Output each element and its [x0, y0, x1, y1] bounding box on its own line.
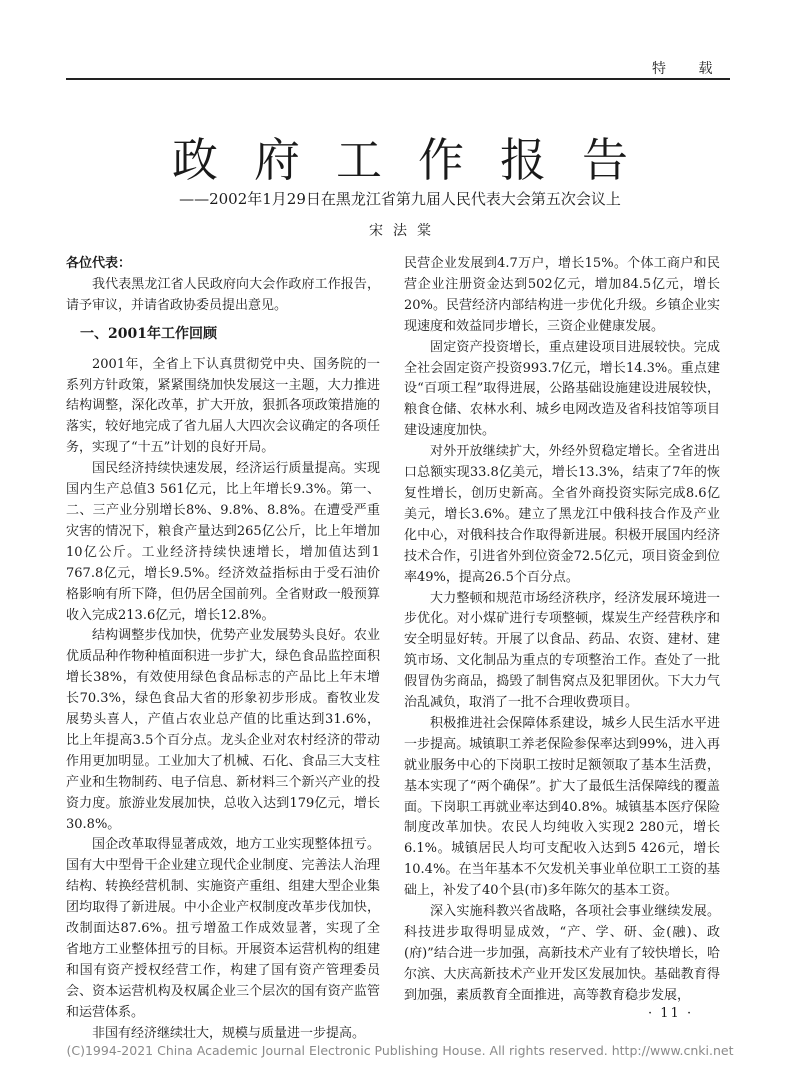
section-heading: 一、2001年工作回顾 [80, 325, 217, 342]
page-number: · 11 · [648, 1006, 694, 1021]
paragraph: 固定资产投资增长，重点建设项目进展较快。完成全社会固定资产投资993.7亿元，增长14.3%。重点建设“百项工程”取得进展，公路基础设施建设进展较快，粮食仓储、农林水利、城乡电网改造及省科技馆等项目建设速度加快。 [404, 339, 720, 439]
paragraph: 国民经济持续快速发展，经济运行质量提高。实现国内生产总值3 561亿元，比上年增长9.3%。第一、二、三产业分别增长8%、9.8%、8.8%。在遭受严重灾害的情况下，粮食产量达到265亿公斤，比上年增加10亿公斤。工业经济持续快速增长，增加值达到1 767.8亿元，增长9.5%。经济效益指标由于受石油价格影响有所下降，但仍居全国前列。全省财政一般预算收入完成213.6亿元，增长12.8%。 [66, 461, 380, 623]
article-title: 政府工作报告 [172, 133, 664, 187]
paragraph: 国企改革取得显著成效，地方工业实现整体扭亏。国有大中型骨干企业建立现代企业制度、完善法人治理结构、转换经营机制、实施资产重组、组建大型企业集团均取得了新进展。中小企业产权制度改革步伐加快，改制面达87.6%。扭亏增盈工作成效显著，实现了全省地方工业整体扭亏的目标。开展资本运营机构的组建和国有资产授权经营工作，构建了国有资产管理委员会、资本运营机构及权属企业三个层次的国有资产监管和运营体系。 [66, 837, 380, 1020]
copyright-notice: (C)1994-2021 China Academic Journal Electronic Publishing House. All rights reserved. http://www.cnki.net [66, 1043, 734, 1058]
paragraph: 大力整顿和规范市场经济秩序，经济发展环境进一步优化。对小煤矿进行专项整顿，煤炭生产经营秩序和安全明显好转。开展了以食品、药品、农资、建材、建筑市场、文化制品为重点的专项整治工作。查处了一批假冒伪劣商品，捣毁了制售窝点及犯罪团伙。下大力气治乱减负，取消了一批不合理收费项目。 [404, 590, 720, 711]
section-tag: 特 载 [652, 61, 727, 77]
paragraph: 非国有经济继续壮大，规模与质量进一步提高。 [92, 1025, 366, 1041]
paragraph: 对外开放继续扩大，外经外贸稳定增长。全省进出口总额实现33.8亿美元，增长13.3%，结束了7年的恢复性增长，创历史新高。全省外商投资实际完成8.6亿美元，增长3.6%。建立了黑龙江中俄科技合作及产业化中心，对俄科技合作取得新进展。积极开展国内经济技术合作，引进省外到位资金72.5亿元，项目资金到位率49%，提高26.5个百分点。 [404, 444, 720, 585]
paragraph: 深入实施科教兴省战略，各项社会事业继续发展。科技进步取得明显成效，“产、学、研、金(融)、政(府)”结合进一步加强，高新技术产业有了较快增长，哈尔滨、大庆高新技术产业开发区发展加快。基础教育得到加强，素质教育全面推进，高等教育稳步发展， [404, 904, 720, 1003]
paragraph: 我代表黑龙江省人民政府向大会作政府工作报告，请予审议，并请省政协委员提出意见。 [66, 276, 380, 313]
header-rule [66, 78, 730, 80]
paragraph: 积极推进社会保障体系建设，城乡人民生活水平进一步提高。城镇职工养老保险参保率达到99%，进入再就业服务中心的下岗职工按时足额领取了基本生活费，基本实现了“两个确保”。扩大了最低生活保障线的覆盖面。下岗职工再就业率达到40.8%。城镇基本医疗保险制度改革加快。农民人均纯收入实现2 280元，增长6.1%。城镇居民人均可支配收入达到5 426元，增长10.4%。在当年基本不欠发机关事业单位职工工资的基础上，补发了40个县(市)多年陈欠的基本工资。 [404, 715, 720, 899]
left-column [66, 254, 380, 1045]
right-column [404, 254, 720, 1007]
paragraph: 民营企业发展到4.7万户，增长15%。个体工商户和民营企业注册资金达到502亿元，增加84.5亿元，增长20%。民营经济内部结构进一步优化升级。乡镇企业实现速度和效益同步增长，三资企业健康发展。 [404, 256, 720, 334]
paragraph: 2001年，全省上下认真贯彻党中央、国务院的一系列方针政策，紧紧围绕加快发展这一主题，大力推进结构调整，深化改革，扩大开放，狠抓各项政策措施的落实，较好地完成了省九届人大四次会议确定的各项任务，实现了“十五”计划的良好开局。 [66, 356, 380, 456]
article-subtitle: ——2002年1月29日在黑龙江省第九届人民代表大会第五次会议上 [179, 190, 621, 208]
paragraph: 结构调整步伐加快，优势产业发展势头良好。农业优质品种作物种植面积进一步扩大，绿色食品监控面积增长38%，有效使用绿色食品标志的产品比上年末增长70.3%，绿色食品大省的形象初步形成。畜牧业发展势头喜人，产值占农业总产值的比重达到31.6%，比上年提高3.5个百分点。龙头企业对农村经济的带动作用更加明显。工业加大了机械、石化、食品三大支柱产业和生物制药、电子信息、新材料三个新兴产业的投资力度。旅游业发展加快，总收入达到179亿元，增长30.8%。 [66, 628, 380, 832]
greeting: 各位代表： [66, 256, 132, 271]
author-name: 宋法棠 [369, 223, 441, 239]
